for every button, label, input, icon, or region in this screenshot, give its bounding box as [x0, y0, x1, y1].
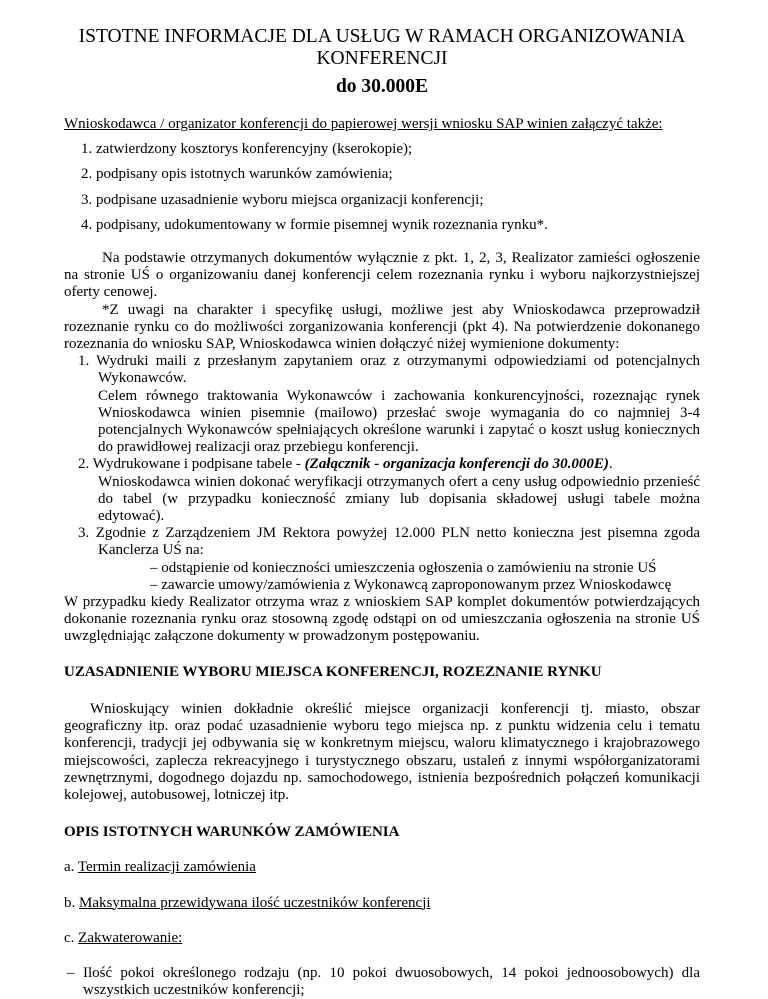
condition-item-participants [64, 895, 700, 912]
approval-dash-item: – odstąpienie od konieczności umieszczenia ogłoszenia o zamówieniu na stronie UŚ [150, 559, 657, 576]
requirement-item: 2. podpisany opis istotnych warunków zamówienia; [81, 166, 393, 183]
dash-marker: – [67, 964, 75, 981]
intro-text: Wnioskodawca / organizator konferencji do papierowej wersji wniosku SAP winien załączyć także: [64, 116, 663, 132]
condition-participants-label: Maksymalna przewidywana ilość uczestników konferencji [79, 894, 431, 911]
requirements-list [64, 141, 700, 234]
document-subtitle: do 30.000E [335, 76, 429, 97]
paragraph-market-research: *Z uwagi na charakter i specyfikę usługi, możliwe jest aby Wnioskodawca przeprowadził rozeznanie rynku co do możliwości zorganizowania konferencji (pkt 4). Na potwierdzenie dokonanego rozeznania do wniosku SAP, Wnioskodawca winien dołączyć niżej wymienione dokumenty: [64, 301, 700, 353]
section-heading-conditions: OPIS ISTOTNYCH WARUNKÓW ZAMÓWIENIA [64, 824, 400, 841]
document-title: ISTOTNE INFORMACJE DLA USŁUG W RAMACH ORGANIZOWANIA KONFERENCJI [78, 26, 686, 69]
requirement-item: 3. podpisane uzasadnienie wyboru miejsca organizacji konferencji; [81, 191, 484, 208]
document-item-approval: 3. Zgodnie z Zarządzeniem JM Rektora powyżej 12.000 PLN netto konieczna jest pisemna zgoda Kanclerza UŚ na: [78, 525, 700, 559]
condition-accommodation-label: Zakwaterowanie: [78, 929, 183, 946]
condition-item-term [64, 859, 700, 876]
approval-dash-item: – zawarcie umowy/zamówienia z Wykonawcą zaproponowanym przez Wnioskodawcę [150, 576, 672, 593]
section-heading-venue: UZASADNIENIE WYBORU MIEJSCA KONFERENCJI, ROZEZNANIE RYNKU [64, 663, 602, 680]
document-item-emails-details: Celem równego traktowania Wykonawców i zachowania konkurencyjności, rozeznając rynek Wnioskodawca winien pisemnie (mailowo) przesłać swoje wymagania do co najmniej 3-4 potencjalnych Wykonawców spełniających określone warunki i zapytać o koszt usług koniecznych do prawidłowej realizacji oraz przebiegu konferencji. [98, 387, 700, 456]
paragraph-realizator: W przypadku kiedy Realizator otrzyma wraz z wnioskiem SAP komplet dokumentów potwierdzających dokonanie rozeznania rynku oraz stosowną zgodę odstąpi on od umieszczania ogłoszenia na stronie UŚ uwzględniając załączone dokumenty w prowadzonym postępowaniu. [64, 594, 700, 645]
requirement-item: 4. podpisany, udokumentowany w formie pisemnej wynik rozeznania rynku*. [81, 216, 548, 233]
item-prefix: c. [64, 929, 79, 946]
requirement-item: 1. zatwierdzony kosztorys konferencyjny (kserokopie); [81, 141, 413, 158]
item-prefix: b. [64, 894, 79, 911]
condition-item-accommodation [64, 930, 700, 947]
documents-list [64, 353, 700, 594]
paragraph-announcement: Na podstawie otrzymanych dokumentów wyłącznie z pkt. 1, 2, 3, Realizator zamieści ogłoszenie na stronie UŚ o organizowaniu danej konferencji celem rozeznania rynku i wyboru najkorzystniejszej oferty cenowej. [64, 250, 700, 301]
accommodation-detail-text: Ilość pokoi określonego rodzaju (np. 10 pokoi dwuosobowych, 14 pokoi jednoosobowych) dla wszystkich uczestników konferencji; [83, 964, 700, 999]
punctuation: . [608, 456, 613, 473]
condition-term-label: Termin realizacji zamówienia [77, 859, 256, 876]
document-item-tables-details: Wnioskodawca winien dokonać weryfikacji otrzymanych ofert a ceny usług odpowiednio przenieść do tabel (w przypadku konieczność zmiany lub dopisania składowej usługi tabele można edytować). [98, 473, 700, 525]
attachment-reference: (Załącznik - organizacja konferencji do 30.000E) [304, 456, 609, 473]
document-item-emails: 1. Wydruki maili z przesłanym zapytaniem oraz z otrzymanymi odpowiedziami od potencjalnych Wykonawców. [78, 353, 700, 387]
paragraph-venue-justification: Wnioskujący winien dokładnie określić miejsce organizacji konferencji tj. miasto, obszar geograficzny itp. oraz podać uzasadnienie wyboru tego miejsca np. z punktu widzenia celu i tematu konferencji, tradycji jej odbywania się w konkretnym miejscu, waloru klimatycznego i krajobrazowego miejscowości, zaplecza rekreacyjnego i turystycznego obszaru, ustaleń z innymi współorganizatorami zewnętrznymi, dogodnego dojazdu np. samochodowego, istnienia bezpośrednich połączeń komunikacji kolejowej, autobusowej, lotniczej itp. [64, 700, 700, 803]
document-item-tables-text: 2. Wydrukowane i podpisane tabele - [78, 456, 305, 473]
document-item-tables [64, 456, 700, 473]
item-prefix: a. [64, 859, 78, 876]
